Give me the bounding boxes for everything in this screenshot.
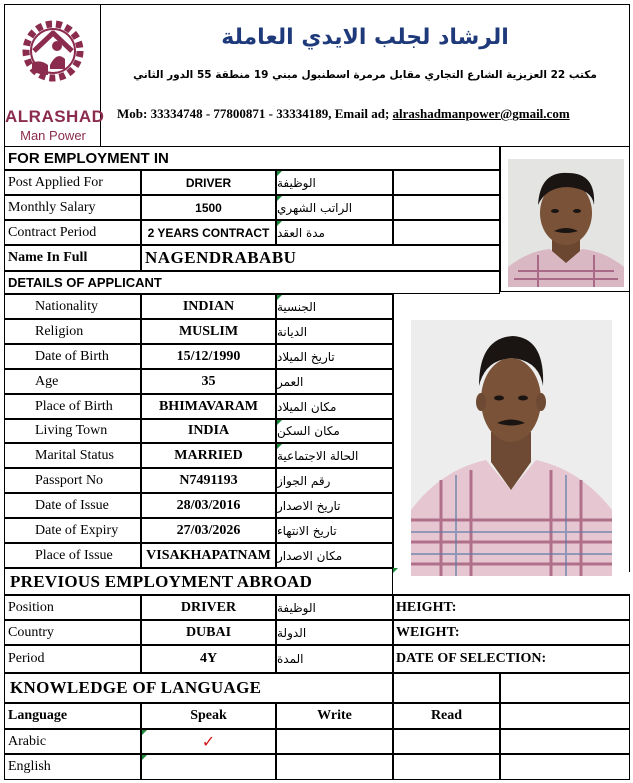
applicant-field-label: Place of Birth <box>4 394 141 419</box>
full-name-value: NAGENDRABABU <box>145 248 297 267</box>
check-mark-icon: ✓ <box>201 732 216 751</box>
prev-period-label-ar: المدة <box>276 645 393 673</box>
arabic-write-cell <box>276 729 393 754</box>
applicant-field-label: Marital Status <box>4 443 141 468</box>
applicant-field-value: MARRIED <box>141 443 276 468</box>
applicant-field-value: INDIAN <box>141 294 276 319</box>
applicant-field-label-ar: العمر <box>276 369 393 394</box>
employment-section-title: FOR EMPLOYMENT IN <box>4 146 500 170</box>
prev-country-label: Country <box>4 620 141 645</box>
applicant-field-value: INDIA <box>141 419 276 443</box>
applicant-field-label: Date of Birth <box>4 344 141 369</box>
applicant-field-label: Nationality <box>4 294 141 319</box>
applicant-field-value: MUSLIM <box>141 319 276 344</box>
applicant-field-label-ar: مكان الميلاد <box>276 394 393 419</box>
english-speak-cell <box>141 754 276 780</box>
prev-period-label: Period <box>4 645 141 673</box>
company-address-ar: مكتب 22 العزيزية الشارع التجاري مقابل مرمرة اسطنبول مبني 19 منطقة 55 الدور الثاني <box>133 69 597 81</box>
contact-phones: Mob: 33334748 - 77800871 - 33334189, Email ad; <box>117 106 393 121</box>
blank-cell <box>500 673 630 703</box>
full-name-value-cell <box>141 245 500 271</box>
applicant-field-label: Date of Expiry <box>4 518 141 543</box>
applicant-field-label-ar: تاريخ الميلاد <box>276 344 393 369</box>
applicant-section-title: DETAILS OF APPLICANT <box>4 271 500 294</box>
previous-section-title: PREVIOUS EMPLOYMENT ABROAD <box>4 568 393 595</box>
prev-country-label-ar: الدولة <box>276 620 393 645</box>
applicant-field-label-ar: مكان السكن <box>276 419 393 443</box>
speak-col-header: Speak <box>141 703 276 729</box>
applicant-field-label-ar: رقم الجواز <box>276 468 393 493</box>
prev-position-value: DRIVER <box>141 595 276 620</box>
applicant-field-label-ar: الحالة الاجتماعية <box>276 443 393 468</box>
arabic-speak-cell <box>141 729 276 754</box>
applicant-field-value: N7491193 <box>141 468 276 493</box>
applicant-photo-area <box>393 294 394 568</box>
blank-cell <box>500 703 630 729</box>
weight-label: WEIGHT: <box>393 620 630 645</box>
logo-brand-text: ALRASHAD <box>5 107 105 126</box>
height-label: HEIGHT: <box>393 595 630 620</box>
applicant-field-value: BHIMAVARAM <box>141 394 276 419</box>
applicant-field-label-ar: مكان الاصدار <box>276 543 393 568</box>
applicant-field-label: Age <box>4 369 141 394</box>
full-photo <box>411 320 612 576</box>
applicant-field-label-ar: الديانة <box>276 319 393 344</box>
post-applied-label: Post Applied For <box>4 170 141 195</box>
contract-period-value: 2 YEARS CONTRACT <box>141 220 276 245</box>
prev-period-value: 4Y <box>141 645 276 673</box>
post-applied-label-ar: الوظيفة <box>276 170 393 195</box>
previous-title-right <box>393 568 630 595</box>
write-col-header: Write <box>276 703 393 729</box>
applicant-field-value: 15/12/1990 <box>141 344 276 369</box>
prev-position-label: Position <box>4 595 141 620</box>
table-right-border <box>629 292 630 572</box>
full-name-label: Name In Full <box>4 245 141 271</box>
applicant-field-label-ar: تاريخ الانتهاء <box>276 518 393 543</box>
language-col-header: Language <box>4 703 141 729</box>
read-col-header: Read <box>393 703 500 729</box>
applicant-field-label: Date of Issue <box>4 493 141 518</box>
contact-email-link[interactable]: alrashadmanpower@gmail.com <box>392 106 570 121</box>
contract-period-label: Contract Period <box>4 220 141 245</box>
english-read-cell <box>393 754 500 780</box>
applicant-field-value: 35 <box>141 369 276 394</box>
header <box>4 4 630 146</box>
monthly-salary-value: 1500 <box>141 195 276 220</box>
logo-sub-text: Man Power <box>20 128 86 143</box>
applicant-field-label: Living Town <box>4 419 141 443</box>
blank-cell <box>500 729 630 754</box>
passport-photo <box>508 159 624 287</box>
language-name-english: English <box>4 754 141 780</box>
language-section-title: KNOWLEDGE OF LANGUAGE <box>4 673 393 703</box>
applicant-field-label: Religion <box>4 319 141 344</box>
company-logo <box>5 5 105 147</box>
logo-mark-icon <box>20 13 86 89</box>
monthly-salary-label-ar: الراتب الشهري <box>276 195 393 220</box>
applicant-field-label: Passport No <box>4 468 141 493</box>
blank-cell <box>500 754 630 780</box>
english-write-cell <box>276 754 393 780</box>
applicant-field-value: 27/03/2026 <box>141 518 276 543</box>
date-of-selection-label: DATE OF SELECTION: <box>393 645 630 673</box>
post-applied-value: DRIVER <box>141 170 276 195</box>
blank-cell <box>393 673 500 703</box>
prev-position-label-ar: الوظيفة <box>276 595 393 620</box>
monthly-salary-label: Monthly Salary <box>4 195 141 220</box>
company-name-ar: الرشاد لجلب الايدي العاملة <box>221 25 509 50</box>
blank-cell <box>393 220 500 245</box>
arabic-read-cell <box>393 729 500 754</box>
full-photo-image <box>411 320 612 576</box>
applicant-field-value: 28/03/2016 <box>141 493 276 518</box>
applicant-field-label: Place of Issue <box>4 543 141 568</box>
applicant-field-label-ar: الجنسية <box>276 294 393 319</box>
applicant-field-label-ar: تاريخ الاصدار <box>276 493 393 518</box>
contract-period-label-ar: مدة العقد <box>276 220 393 245</box>
applicant-field-value: VISAKHAPATNAM <box>141 543 276 568</box>
blank-cell <box>393 170 500 195</box>
blank-cell <box>393 195 500 220</box>
company-contact <box>117 106 627 122</box>
language-name-arabic: Arabic <box>4 729 141 754</box>
passport-photo-cell <box>500 146 630 292</box>
prev-country-value: DUBAI <box>141 620 276 645</box>
